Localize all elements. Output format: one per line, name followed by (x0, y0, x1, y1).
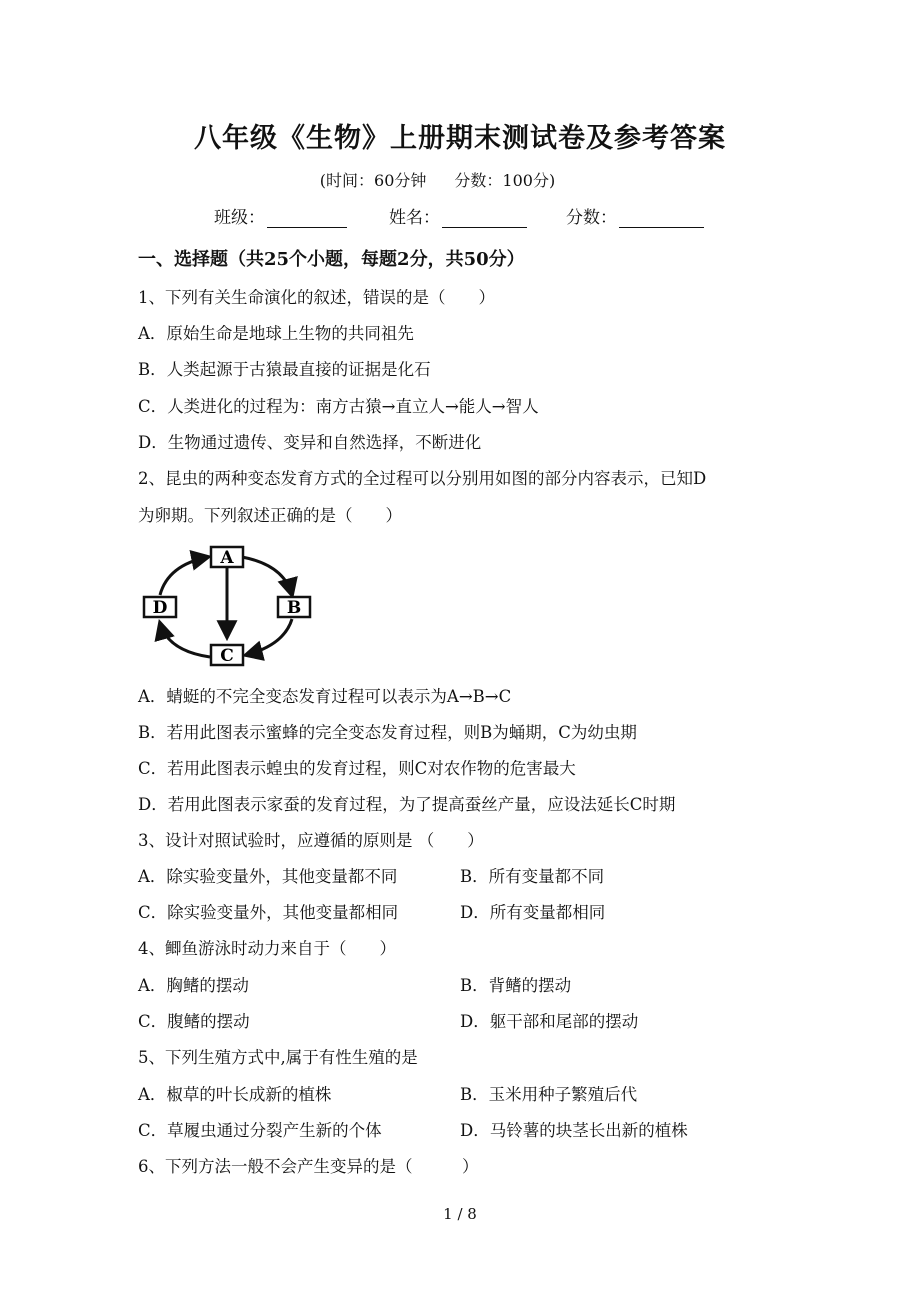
insect-development-cycle-diagram (138, 543, 318, 671)
question-5-option-a[interactable]: A．椒草的叶长成新的植株 (138, 1085, 332, 1104)
question-6-stem: 6、下列方法一般不会产生变异的是（ ） (138, 1157, 479, 1176)
question-5-stem: 5、下列生殖方式中,属于有性生殖的是 (138, 1048, 418, 1067)
exam-subtitle (0, 168, 875, 191)
score-label: 分数： (566, 208, 617, 228)
node-d (144, 597, 176, 618)
question-3-stem: 3、设计对照试验时，应遵循的原则是 （ ） (138, 831, 484, 850)
page-number: 1 / 8 (443, 1205, 477, 1223)
question-3-option-b[interactable]: B．所有变量都不同 (460, 867, 605, 886)
question-2-option-c[interactable]: C．若用此图表示蝗虫的发育过程，则C对农作物的危害最大 (138, 759, 576, 778)
node-a (211, 547, 243, 568)
question-4-option-b[interactable]: B．背鳍的摆动 (460, 976, 572, 995)
node-c-label: C (220, 646, 234, 666)
arrow-d-to-a (160, 557, 208, 595)
question-1-option-b[interactable]: B．人类起源于古猿最直接的证据是化石 (138, 360, 431, 379)
arrow-a-to-b (242, 557, 292, 595)
node-a-label: A (220, 548, 234, 568)
class-blank[interactable] (267, 209, 347, 228)
time-info: (时间：60分钟 (319, 171, 427, 190)
cycle-arrows (160, 557, 292, 657)
node-c (211, 645, 243, 666)
class-label: 班级： (214, 208, 265, 228)
arrow-b-to-c (246, 619, 292, 655)
question-2-stem-line1: 2、昆虫的两种变态发育方式的全过程可以分别用如图的部分内容表示，已知D (138, 469, 707, 488)
question-1-option-d[interactable]: D．生物通过遗传、变异和自然选择，不断进化 (138, 433, 482, 452)
question-4-option-c[interactable]: C．腹鳍的摆动 (138, 1012, 250, 1031)
question-1-option-a[interactable]: A．原始生命是地球上生物的共同祖先 (138, 324, 414, 343)
node-b (278, 597, 310, 618)
question-1-stem: 1、下列有关生命演化的叙述，错误的是（ ） (138, 288, 495, 307)
question-2-stem-line2: 为卵期。下列叙述正确的是（ ） (138, 506, 402, 525)
question-2-option-a[interactable]: A．蜻蜓的不完全变态发育过程可以表示为A→B→C (138, 687, 512, 706)
question-4-option-a[interactable]: A．胸鳍的摆动 (138, 976, 249, 995)
question-4-option-d[interactable]: D．躯干部和尾部的摆动 (460, 1012, 639, 1031)
question-4-stem: 4、鲫鱼游泳时动力来自于（ ） (138, 939, 396, 958)
class-field[interactable] (214, 203, 347, 228)
node-d-label: D (152, 598, 168, 618)
name-label: 姓名： (389, 208, 440, 228)
score-field[interactable] (566, 203, 704, 228)
score-info: 分数：100分) (454, 171, 556, 190)
section-title: 一、选择题（共25个小题，每题2分，共50分） (138, 249, 525, 270)
node-b-label: B (286, 598, 302, 618)
question-2-option-b[interactable]: B．若用此图表示蜜蜂的完全变态发育过程，则B为蛹期，C为幼虫期 (138, 723, 637, 742)
question-1-option-c[interactable]: C．人类进化的过程为：南方古猿→直立人→能人→智人 (138, 397, 539, 416)
page-title: 八年级《生物》上册期末测试卷及参考答案 (194, 123, 726, 154)
name-blank[interactable] (442, 209, 527, 228)
score-blank[interactable] (619, 209, 704, 228)
question-3-option-c[interactable]: C．除实验变量外，其他变量都相同 (138, 903, 399, 922)
question-3-option-a[interactable]: A．除实验变量外，其他变量都不同 (138, 867, 398, 886)
question-5-option-c[interactable]: C．草履虫通过分裂产生新的个体 (138, 1121, 382, 1140)
question-2-option-d[interactable]: D．若用此图表示家蚕的发育过程，为了提高蚕丝产量，应设法延长C时期 (138, 795, 676, 814)
question-5-option-d[interactable]: D．马铃薯的块茎长出新的植株 (460, 1121, 688, 1140)
arrow-c-to-d (160, 623, 210, 657)
name-field[interactable] (389, 203, 527, 228)
question-3-option-d[interactable]: D．所有变量都相同 (460, 903, 606, 922)
question-5-option-b[interactable]: B．玉米用种子繁殖后代 (460, 1085, 638, 1104)
